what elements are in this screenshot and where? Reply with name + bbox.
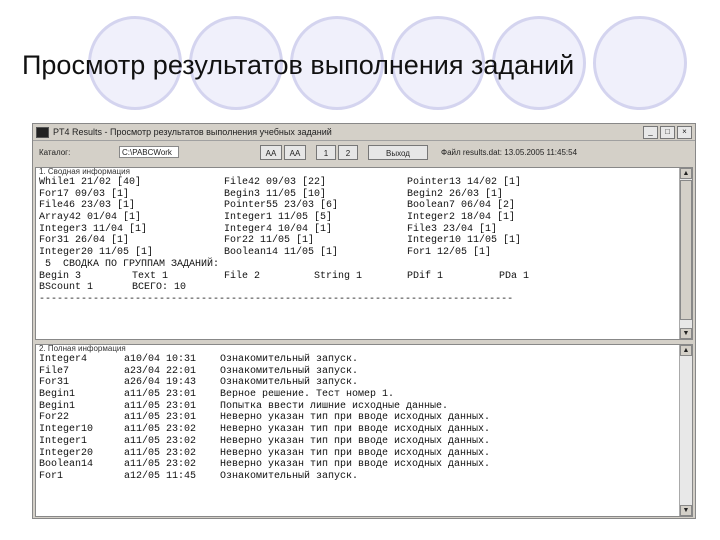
close-button[interactable]: × [677,126,692,139]
group-row [39,271,678,283]
log-cell: For1 [39,470,64,482]
summary-row [39,247,678,259]
catalog-label: Каталог: [39,148,71,157]
log-cell: File7 [39,365,70,377]
log-cell: Верное решение. Тест номер 1. [220,389,395,401]
group-cell: PDif 1 [407,270,444,282]
summary-cell: For17 09/03 [1] [39,188,130,200]
slide-title: Просмотр результатов выполнения заданий [22,50,575,80]
log-row [39,459,678,471]
log-cell: Ознакомительный запуск. [220,377,359,389]
summary-cell: Integer10 11/05 [1] [407,235,522,247]
summary-cell: File46 23/03 [1] [39,200,136,212]
font-size-button[interactable]: AA [260,145,282,160]
toolbar [33,141,695,165]
group-cell: Begin 3 [39,270,82,282]
summary-cell: Integer4 10/04 [1] [224,223,333,235]
log-cell: Ознакомительный запуск. [220,365,359,377]
log-cell: Неверно указан тип при вводе исходных данных. [220,424,491,436]
log-cell: a11/05 23:01 [124,412,197,424]
summary-cell: File42 09/03 [22] [224,177,327,188]
app-icon [36,127,49,138]
log-cell: a10/04 10:31 [124,354,197,365]
group-cell: PDa 1 [499,270,530,282]
summary-cell: Integer2 18/04 [1] [407,212,516,224]
decorative-circle [593,16,687,110]
summary-cell: Integer3 11/04 [1] [39,223,148,235]
summary-panel [35,167,693,340]
log-row [39,471,678,483]
summary-cell: Pointer55 23/03 [6] [224,200,339,212]
summary-row [39,212,678,224]
full-info-header: 2. Полная информация [39,344,126,353]
summary-list [39,177,678,306]
log-cell: Неверно указан тип при вводе исходных данных. [220,435,491,447]
summary-cell: For1 12/05 [1] [407,247,492,259]
log-cell: Integer4 [39,354,88,365]
log-cell: For31 [39,377,70,389]
log-cell: a11/05 23:01 [124,389,197,401]
log-cell: For22 [39,412,70,424]
summary-cell: While1 21/02 [40] [39,177,142,188]
log-row [39,401,678,413]
group-cell: BScount 1 [39,282,94,294]
summary-header: 1. Сводная информация [39,167,130,176]
full-info-panel [35,344,693,517]
exit-button[interactable]: Выход [368,145,428,160]
mode-1-button[interactable]: 1 [316,145,336,160]
log-cell: Неверно указан тип при вводе исходных данных. [220,459,491,471]
summary-cell: Begin2 26/03 [1] [407,188,504,200]
log-cell: a12/05 11:45 [124,470,197,482]
log-cell: Integer10 [39,424,94,436]
log-cell: Попытка ввести лишние исходные данные. [220,400,449,412]
group-cell: Text 1 [132,270,169,282]
scroll-down-icon[interactable]: ▼ [680,505,692,516]
log-cell: a11/05 23:02 [124,435,197,447]
summary-cell: Boolean14 11/05 [1] [224,247,339,259]
summary-cell: Integer1 11/05 [5] [224,212,333,224]
summary-cell: Integer20 11/05 [1] [39,247,154,259]
log-cell: Begin1 [39,389,76,401]
group-cell: ВСЕГО: 10 [132,282,187,294]
summary-cell: File3 23/04 [1] [407,223,498,235]
font-size-button-2[interactable]: AA [284,145,306,160]
summary-row [39,200,678,212]
scroll-down-icon[interactable]: ▼ [680,328,692,339]
full-scrollbar[interactable] [679,345,692,516]
log-row [39,436,678,448]
log-cell: Неверно указан тип при вводе исходных данных. [220,412,491,424]
log-row [39,448,678,460]
catalog-field[interactable]: C:\PABCWork [119,146,179,158]
group-cell: String 1 [314,270,363,282]
summary-row [39,189,678,201]
summary-cell: Begin3 11/05 [10] [224,188,327,200]
scroll-thumb[interactable] [680,180,692,320]
summary-cell: Boolean7 06/04 [2] [407,200,516,212]
group-row [39,282,678,294]
group-cell: File 2 [224,270,261,282]
summary-cell: For31 26/04 [1] [39,235,130,247]
log-row [39,412,678,424]
summary-row [39,177,678,189]
summary-cell: Pointer13 14/02 [1] [407,177,522,188]
group-title-row [39,259,678,271]
minimize-button[interactable]: _ [643,126,658,139]
log-cell: Неверно указан тип при вводе исходных данных. [220,447,491,459]
group-title: 5 СВОДКА ПО ГРУППАМ ЗАДАНИЙ: [39,258,220,270]
log-cell: a23/04 22:01 [124,365,197,377]
summary-cell: Array42 01/04 [1] [39,212,142,224]
log-row [39,366,678,378]
log-cell: a11/05 23:02 [124,447,197,459]
log-row [39,377,678,389]
summary-row [39,235,678,247]
log-cell: Boolean14 [39,459,94,471]
summary-row [39,224,678,236]
log-cell: Integer1 [39,435,88,447]
log-cell: Ознакомительный запуск. [220,354,359,365]
window-title: PT4 Results - Просмотр результатов выполнения учебных заданий [53,127,332,137]
log-row [39,424,678,436]
log-cell: a11/05 23:01 [124,400,197,412]
file-info: Файл results.dat: 13.05.2005 11:45:54 [441,148,578,157]
scroll-up-icon[interactable]: ▲ [680,345,692,356]
maximize-button[interactable]: □ [660,126,675,139]
log-cell: Ознакомительный запуск. [220,470,359,482]
summary-cell: For22 11/05 [1] [224,235,315,247]
window-titlebar[interactable] [33,124,695,141]
log-cell: a11/05 23:02 [124,424,197,436]
summary-scrollbar[interactable] [679,168,692,339]
log-cell: Integer20 [39,447,94,459]
mode-2-button[interactable]: 2 [338,145,358,160]
log-row [39,354,678,366]
log-cell: a11/05 23:02 [124,459,197,471]
log-cell: a26/04 19:43 [124,377,197,389]
scroll-up-icon[interactable]: ▲ [680,168,692,179]
log-row [39,389,678,401]
full-info-list [39,354,678,483]
separator-row [39,294,678,306]
separator-line: ------------------------------------------------------------------------------- [39,293,514,305]
results-window [32,123,696,519]
log-cell: Begin1 [39,400,76,412]
